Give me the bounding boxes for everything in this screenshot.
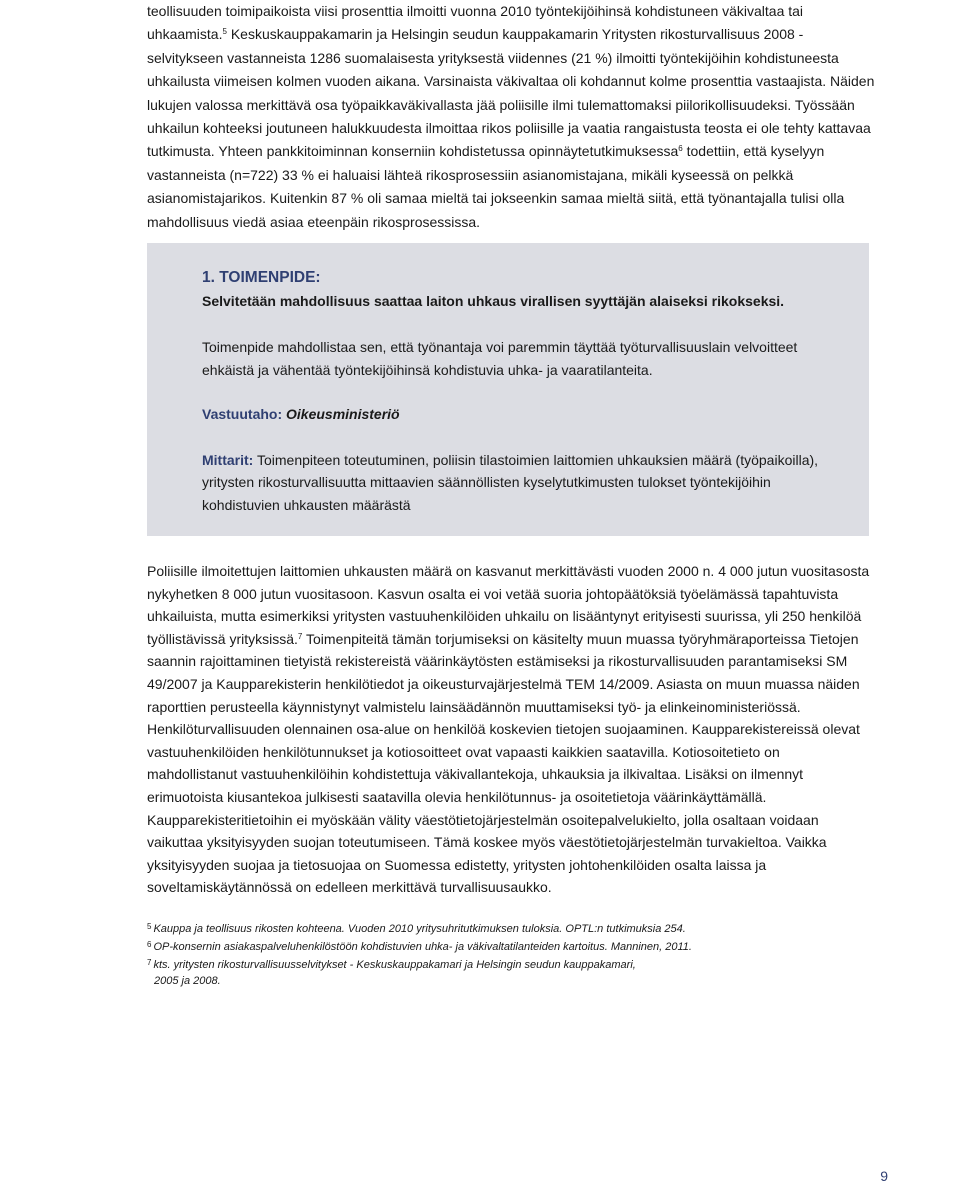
footnote-num: 5 xyxy=(147,922,152,931)
action-box xyxy=(147,243,869,536)
action-title: 1. TOIMENPIDE: xyxy=(202,269,321,286)
intro-text xyxy=(147,0,877,234)
footnote-7 xyxy=(147,955,887,973)
intro-text-c: todettiin, että kyselyyn vastanneista (n=722) 33 % ei haluaisi lähteä rikosprosessiin asianomistajana, mikäli kyseessä on pelkkä asianomistajarikos. Kuitenkin 87 % oli samaa mieltä tai jokseenkin samaa mieltä siitä, että työnantajalla tulisi olla mahdollisuus viedä asiaa eteenpäin rikosprosessissa. xyxy=(147,143,845,230)
metrics-label: Mittarit: xyxy=(202,451,254,468)
intro-paragraph xyxy=(147,0,877,234)
action-box-content xyxy=(202,267,832,516)
footnote-5 xyxy=(147,919,887,937)
footnote-ref-5: 5 xyxy=(222,27,227,37)
metrics-value: Toimenpiteen toteutuminen, poliisin tilastoimien laittomien uhkauksien määrä (työpaikoilla), yritysten rikosturvallisuutta mittaavien säännöllisten kyselytutkimusten tulokset työntekijöihin kohdistuvien uhkausten määrästä xyxy=(202,451,819,513)
main-text-a: Poliisille ilmoitettujen laittomien uhkausten määrä on kasvanut merkittävästi vuoden 2000 n. 4 000 jutun vuositasosta nykyhetken 8 000 jutun vuositasoon. Kasvun osalta ei voi vetää suoria johtopäätöksiä työelämässä tapahtuvista uhkailuista, mutta esimerkiksi yritysten vastuuhenkilöiden uhkailu on lisääntynyt erityisesti suurissa, yli 250 henkilöä työllistävissä yrityksissä. xyxy=(147,563,870,647)
responsible-label: Vastuutaho: xyxy=(202,406,283,422)
responsible-party xyxy=(202,403,832,426)
footnote-ref-7: 7 xyxy=(297,631,303,641)
main-text xyxy=(147,560,872,899)
main-text-b: Toimenpiteitä tämän torjumiseksi on käsitelty muun muassa työryhmäraporteissa Tietojen saannin rajoittaminen tietyistä rekistereistä väärinkäytösten estämiseksi ja rikosturvallisuuden parantamiseksi SM 49/2007 ja Kaupparekisterin henkilötiedot ja oikeusturvajärjestelmä TEM 14/2009. Asiasta on muun muassa näiden raporttien perusteella käynnistynyt valmistelu lainsäädännön muuttamiseksi työ- ja elinkeinoministeriössä. Henkilöturvallisuuden olennainen osa-alue on henkilöä koskevien tietojen suojaaminen. Kaupparekistereissä olevat vastuuhenkilöiden henkilötunnukset ja kotiosoitteet ovat vapaasti kaikkien saatavilla. Kotiosoitetieto on mahdollistanut vastuuhenkilöihin kohdistettuja väkivallantekoja, uhkauksia ja ilkivaltaa. Lisäksi on ilmennyt erimuotoista kiusantekoa julkisesti saatavilla olevia henkilötunnus- ja osoitetietoja väärinkäyttämällä. Kaupparekisteritietoihin ei myöskään välity väestötietojärjestelmän osoitepalvelukielto, jolla osaltaan voidaan vaikuttaa yksityisyyden suojan toteutumiseen. Tämä koskee myös väestötietojärjestelmän turvakieltoa. Vaikka yksityisyyden suojaa ja tietosuojaa on Suomessa edistetty, yritysten johtohenkilöiden osalta laissa ja soveltamiskäytännössä on edelleen merkittävä turvallisuusaukko. xyxy=(147,630,860,896)
footnote-num: 6 xyxy=(147,940,152,949)
action-lead: Selvitetään mahdollisuus saattaa laiton uhkaus virallisen syyttäjän alaiseksi rikokseksi. xyxy=(202,292,785,309)
intro-text-a: teollisuuden toimipaikoista viisi prosenttia ilmoitti vuonna 2010 työntekijöihinsä kohdistuneen väkivaltaa tai uhkaamista. xyxy=(147,3,804,43)
footnote-text: kts. yritysten rikosturvallisuusselvitykset - Keskuskauppakamari ja Helsingin seudun kauppakamari, xyxy=(153,959,636,971)
footnotes xyxy=(147,919,887,989)
metrics xyxy=(202,449,832,517)
footnote-ref-6: 6 xyxy=(678,144,683,154)
intro-text-b: Keskuskauppakamarin ja Helsingin seudun kauppakamarin Yritysten rikosturvallisuus 2008 -selvitykseen vastanneista 1286 suomalaisesta yrityksestä viidennes (21 %) ilmoitti työntekijöihin kohdistuneesta uhkailusta viimeisen kolmen vuoden aikana. Varsinaista väkivaltaa oli kohdannut kolme prosenttia vastaajista. Näiden lukujen valossa merkittävä osa työpaikkaväkivallasta jää poliisille ilmi tulemattomaksi piilorikollisuudeksi. Työssään uhkailun kohteeksi joutuneen halukkuudesta ilmoittaa rikos poliisille ja vaatia rangaistusta teosta ei ole tehty kattavaa tutkimusta. Yhteen pankkitoiminnan konserniin kohdistetussa opinnäytetutkimuksessa xyxy=(147,26,875,160)
main-paragraph xyxy=(147,560,872,899)
footnote-text: OP-konsernin asiakaspalveluhenkilöstöön kohdistuvien uhka- ja väkivaltatilanteiden kartoitus. Manninen, 2011. xyxy=(153,941,692,953)
footnote-text: Kauppa ja teollisuus rikosten kohteena. Vuoden 2010 yritysuhritutkimuksen tuloksia. OPTL:n tutkimuksia 254. xyxy=(153,923,686,935)
footnote-6 xyxy=(147,937,887,955)
action-body: Toimenpide mahdollistaa sen, että työnantaja voi paremmin täyttää työturvallisuuslain velvoitteet ehkäistä ja vähentää työntekijöihinsä kohdistuvia uhka- ja vaaratilanteita. xyxy=(202,339,798,378)
responsible-value: Oikeusministeriö xyxy=(286,406,400,422)
page-number: 9 xyxy=(880,1168,888,1184)
footnote-7-continued: 2005 ja 2008. xyxy=(154,975,221,987)
footnote-num: 7 xyxy=(147,958,152,967)
